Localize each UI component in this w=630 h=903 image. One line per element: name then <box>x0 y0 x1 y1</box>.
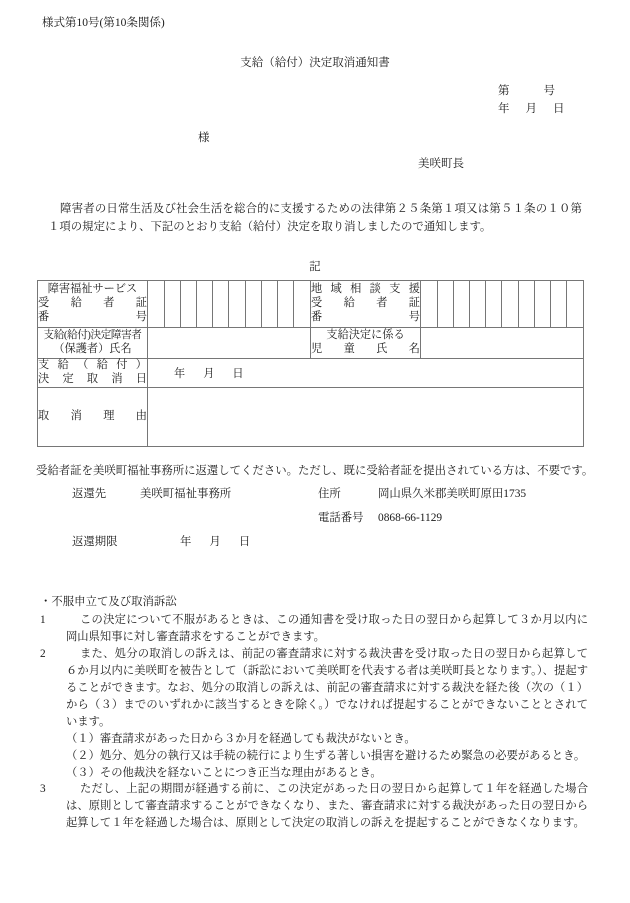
cancel-date-day: 日 <box>232 368 244 380</box>
label-line-3: 番号 <box>311 310 420 323</box>
label-line-1: 障害福祉サービス <box>47 283 138 296</box>
cert-digit-box[interactable] <box>294 281 310 327</box>
cert-digit-box[interactable] <box>567 281 583 327</box>
value-child-name[interactable] <box>421 328 584 359</box>
cert-digit-box[interactable] <box>229 281 245 327</box>
return-deadline-label: 返還期限 <box>72 536 118 548</box>
appeal-heading: ・不服申立て及び取消訴訟 <box>40 596 177 608</box>
label-beneficiary-name <box>38 328 148 359</box>
cancel-date-month: 月 <box>203 368 215 380</box>
cert-digit-box[interactable] <box>278 281 294 327</box>
table-row-service-code <box>38 281 584 328</box>
number-suffix: 号 <box>543 85 555 97</box>
cancel-date-year: 年 <box>174 368 186 380</box>
label-line-2: 受給者証 <box>38 297 147 310</box>
appeal-item-number: 2 <box>40 647 46 660</box>
issuer-name: 美咲町長 <box>418 158 464 170</box>
appeal-sub-item: （１）審査請求があった日から３か月を経過しても裁決がないとき。 <box>66 732 416 745</box>
value-cancel-date[interactable] <box>148 359 584 388</box>
deadline-month: 月 <box>209 536 221 548</box>
table-row-names <box>38 328 584 359</box>
document-date-line <box>498 104 565 116</box>
label-welfare-service-cert-number <box>38 281 148 328</box>
deadline-year: 年 <box>180 536 192 548</box>
main-form-table <box>37 280 583 447</box>
cert-digit-box[interactable] <box>261 281 277 327</box>
appeal-sub-item: （２）処分、処分の執行又は手続の続行により生ずる著しい損害を避けるため緊急の必要があるとき。 <box>66 749 586 762</box>
cert-digit-box[interactable] <box>245 281 261 327</box>
label-line-2: 決定取消日 <box>38 373 147 385</box>
cert-digit-box[interactable] <box>437 281 453 327</box>
return-tel-label: 電話番号 <box>318 512 364 524</box>
table-row-cancel-date <box>38 359 584 388</box>
value-beneficiary-name[interactable] <box>148 328 311 359</box>
appeal-item-text: また、処分の取消しの訴えは、前記の審査請求に対する裁決書を受け取った日の翌日から起算して６か月以内に美咲町を被告として（訴訟において美咲町を代表する者は美咲町長となります。）、提起することができます。なお、処分の取消しの訴えは、前記の審査請求に対する裁決を経た後（次の（１）から（３）までのいずれかに該当するときを除く。）でなければ提起することができないこととされています。 <box>66 647 588 728</box>
label-child-name <box>311 328 421 359</box>
label-cancel-date <box>38 359 148 388</box>
cert-digit-box[interactable] <box>453 281 469 327</box>
cert-digit-box[interactable] <box>486 281 502 327</box>
label-line-1: 地域相談支援 <box>311 283 420 296</box>
document-title: 支給（給付）決定取消通知書 <box>240 57 390 69</box>
cert-digit-box[interactable] <box>502 281 518 327</box>
return-address-label: 住所 <box>318 488 341 500</box>
return-destination-value: 美咲町福祉事務所 <box>140 488 232 500</box>
appeal-item <box>40 612 588 646</box>
cert-digit-box[interactable] <box>470 281 486 327</box>
appeal-item-text: この決定について不服があるときは、この通知書を受け取った日の翌日から起算して３か月以内に岡山県知事に対し審査請求をすることができます。 <box>66 614 588 644</box>
return-address-value: 岡山県久米郡美咲町原田1735 <box>378 488 527 500</box>
ki-marker: 記 <box>309 261 321 273</box>
date-day: 日 <box>553 103 565 115</box>
label-regional-consult-cert-number <box>311 281 421 328</box>
return-tel-value: 0868-66-1129 <box>378 512 443 524</box>
label-cancel-reason <box>38 388 148 447</box>
date-month: 月 <box>525 103 537 115</box>
appeal-section <box>40 594 588 832</box>
cert-digit-box[interactable] <box>213 281 229 327</box>
appeal-sub-item: （３）その他裁決を経ないことにつき正当な理由があるとき。 <box>66 766 382 779</box>
number-prefix: 第 <box>498 85 510 97</box>
cert-digit-box[interactable] <box>534 281 550 327</box>
appeal-item-number: 1 <box>40 614 46 627</box>
label-line-3: 番号 <box>38 310 147 323</box>
cert-digit-box[interactable] <box>197 281 213 327</box>
cert-digit-box[interactable] <box>180 281 196 327</box>
label-line-1: 支給（給付） <box>38 359 147 372</box>
appeal-item-text: ただし、上記の期間が経過する前に、この決定があった日の翌日から起算して１年を経過した場合は、原則として審査請求することができなくなり、また、審査請求に対する裁決があった日の翌日から起算して１年を経過した場合は、原則として決定の取消しの訴えを提起することができなくなります。 <box>66 783 588 830</box>
label-line-2: （保護者）氏名 <box>53 342 132 355</box>
deadline-day: 日 <box>238 536 251 548</box>
welfare-service-cert-boxes[interactable] <box>148 281 311 328</box>
return-destination-label: 返還先 <box>72 488 107 500</box>
label-line-2: 受給者証 <box>311 297 420 310</box>
return-note: 受給者証を美咲町福祉事務所に返還してください。ただし、既に受給者証を提出されている方は、不要です。 <box>36 465 594 477</box>
form-number: 様式第10号(第10条関係) <box>42 17 165 29</box>
return-deadline-value[interactable] <box>180 537 250 548</box>
cert-digit-box[interactable] <box>421 281 437 327</box>
label-line-1: 支給決定に係る <box>326 329 405 342</box>
cert-digit-box[interactable] <box>148 281 164 327</box>
appeal-item <box>40 781 588 832</box>
regional-consult-cert-boxes[interactable] <box>421 281 584 328</box>
date-year: 年 <box>498 103 510 115</box>
document-number-line <box>498 86 555 98</box>
appeal-item-number: 3 <box>40 783 46 796</box>
body-paragraph: 障害者の日常生活及び社会生活を総合的に支援するための法律第２５条第１項又は第５１条の１０第１項の規定により、下記のとおり支給（給付）決定を取り消しましたので通知します。 <box>48 203 582 234</box>
cert-digit-box[interactable] <box>164 281 180 327</box>
table-row-cancel-reason <box>38 388 584 447</box>
cert-digit-box[interactable] <box>551 281 567 327</box>
value-cancel-reason[interactable] <box>148 388 584 447</box>
label-line-1: 取消理由 <box>38 410 147 423</box>
cert-digit-box[interactable] <box>518 281 534 327</box>
label-line-1: 支給(給付)決定障害者 <box>43 330 142 342</box>
label-line-2: 児童氏名 <box>311 343 420 355</box>
addressee-honorific: 様 <box>198 132 210 144</box>
appeal-item <box>40 646 588 731</box>
